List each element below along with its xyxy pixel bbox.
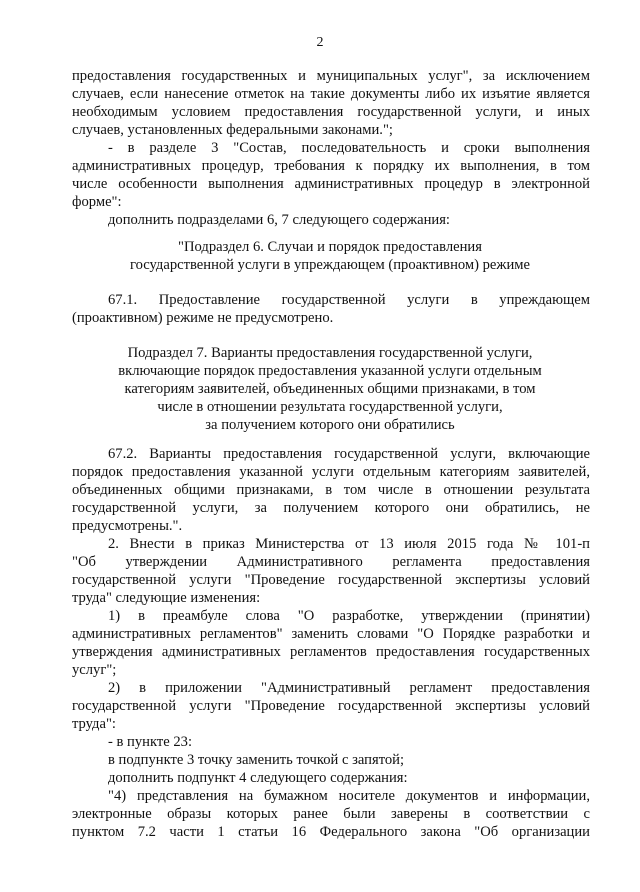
- text-line: административных процедур, требования к порядку их выполнения, в том: [72, 158, 590, 174]
- subsection-heading: категориям заявителей, объединенных общими признаками, в том: [124, 381, 536, 397]
- text-line: 67.2. Варианты предоставления государственной услуги, включающие: [108, 446, 590, 462]
- text-line: (проактивном) режиме не предусмотрено.: [72, 310, 334, 326]
- text-line: 2. Внести в приказ Министерства от 13 июля 2015 года № 101-п: [108, 536, 590, 552]
- text-line: электронные образы которых ранее были заверены в соответствии с: [72, 806, 590, 822]
- text-line: труда" следующие изменения:: [72, 590, 261, 606]
- text-line: объединенных общими признаками, в том числе в отношении результата: [72, 482, 590, 498]
- text-line: пунктом 7.2 части 1 статьи 16 Федерального закона "Об организации: [72, 824, 590, 840]
- text-line: форме":: [72, 194, 122, 210]
- text-line: дополнить подпункт 4 следующего содержания:: [108, 770, 408, 786]
- subsection-heading: включающие порядок предоставления указанной услуги отдельным: [118, 363, 542, 379]
- text-line: административных регламентов" заменить словами "О Порядке разработки и: [72, 626, 590, 642]
- text-line: - в пункте 23:: [108, 734, 193, 750]
- text-line: порядок предоставления указанной услуги отдельным категориям заявителей,: [72, 464, 590, 480]
- text-line: - в разделе 3 "Состав, последовательность и сроки выполнения: [108, 140, 590, 156]
- subsection-heading: Подраздел 7. Варианты предоставления государственной услуги,: [127, 345, 533, 361]
- text-line: дополнить подразделами 6, 7 следующего содержания:: [108, 212, 450, 228]
- text-line: государственной услуги, за получением которого они обратились, не: [72, 500, 590, 516]
- text-line: 1) в преамбуле слова "О разработке, утверждении (принятии): [108, 608, 590, 624]
- subsection-heading: числе в отношении результата государственной услуги,: [157, 399, 503, 415]
- text-line: предусмотрены.".: [72, 518, 183, 534]
- text-line: предоставления государственных и муниципальных услуг", за исключением: [72, 68, 590, 84]
- text-line: "Об утверждении Административного регламента предоставления: [72, 554, 590, 570]
- text-line: числе особенности выполнения административных процедур в электронной: [72, 176, 590, 192]
- text-line: случаев, установленных федеральными законами.";: [72, 122, 393, 138]
- subsection-heading: за получением которого они обратились: [205, 417, 455, 433]
- text-line: в подпункте 3 точку заменить точкой с запятой;: [108, 752, 405, 768]
- text-line: необходимым условием предоставления государственной услуги, и иных: [72, 104, 590, 120]
- page-number: 2: [316, 35, 324, 50]
- text-line: случаев, если нанесение отметок на такие документы либо их изъятие является: [72, 86, 590, 102]
- text-line: труда":: [72, 716, 116, 732]
- text-line: 67.1. Предоставление государственной услуги в упреждающем: [108, 292, 590, 308]
- subsection-heading: "Подраздел 6. Случаи и порядок предоставления: [178, 239, 482, 255]
- text-line: 2) в приложении "Административный регламент предоставления: [108, 680, 590, 696]
- text-line: услуг";: [72, 662, 117, 678]
- text-line: "4) представления на бумажном носителе документов и информации,: [108, 788, 590, 804]
- text-line: утверждения административных регламентов предоставления государственных: [72, 644, 590, 660]
- subsection-heading: государственной услуги в упреждающем (проактивном) режиме: [129, 257, 531, 273]
- text-line: государственной услуги "Проведение государственной экспертизы условий: [72, 698, 590, 714]
- text-line: государственной услуги "Проведение государственной экспертизы условий: [72, 572, 590, 588]
